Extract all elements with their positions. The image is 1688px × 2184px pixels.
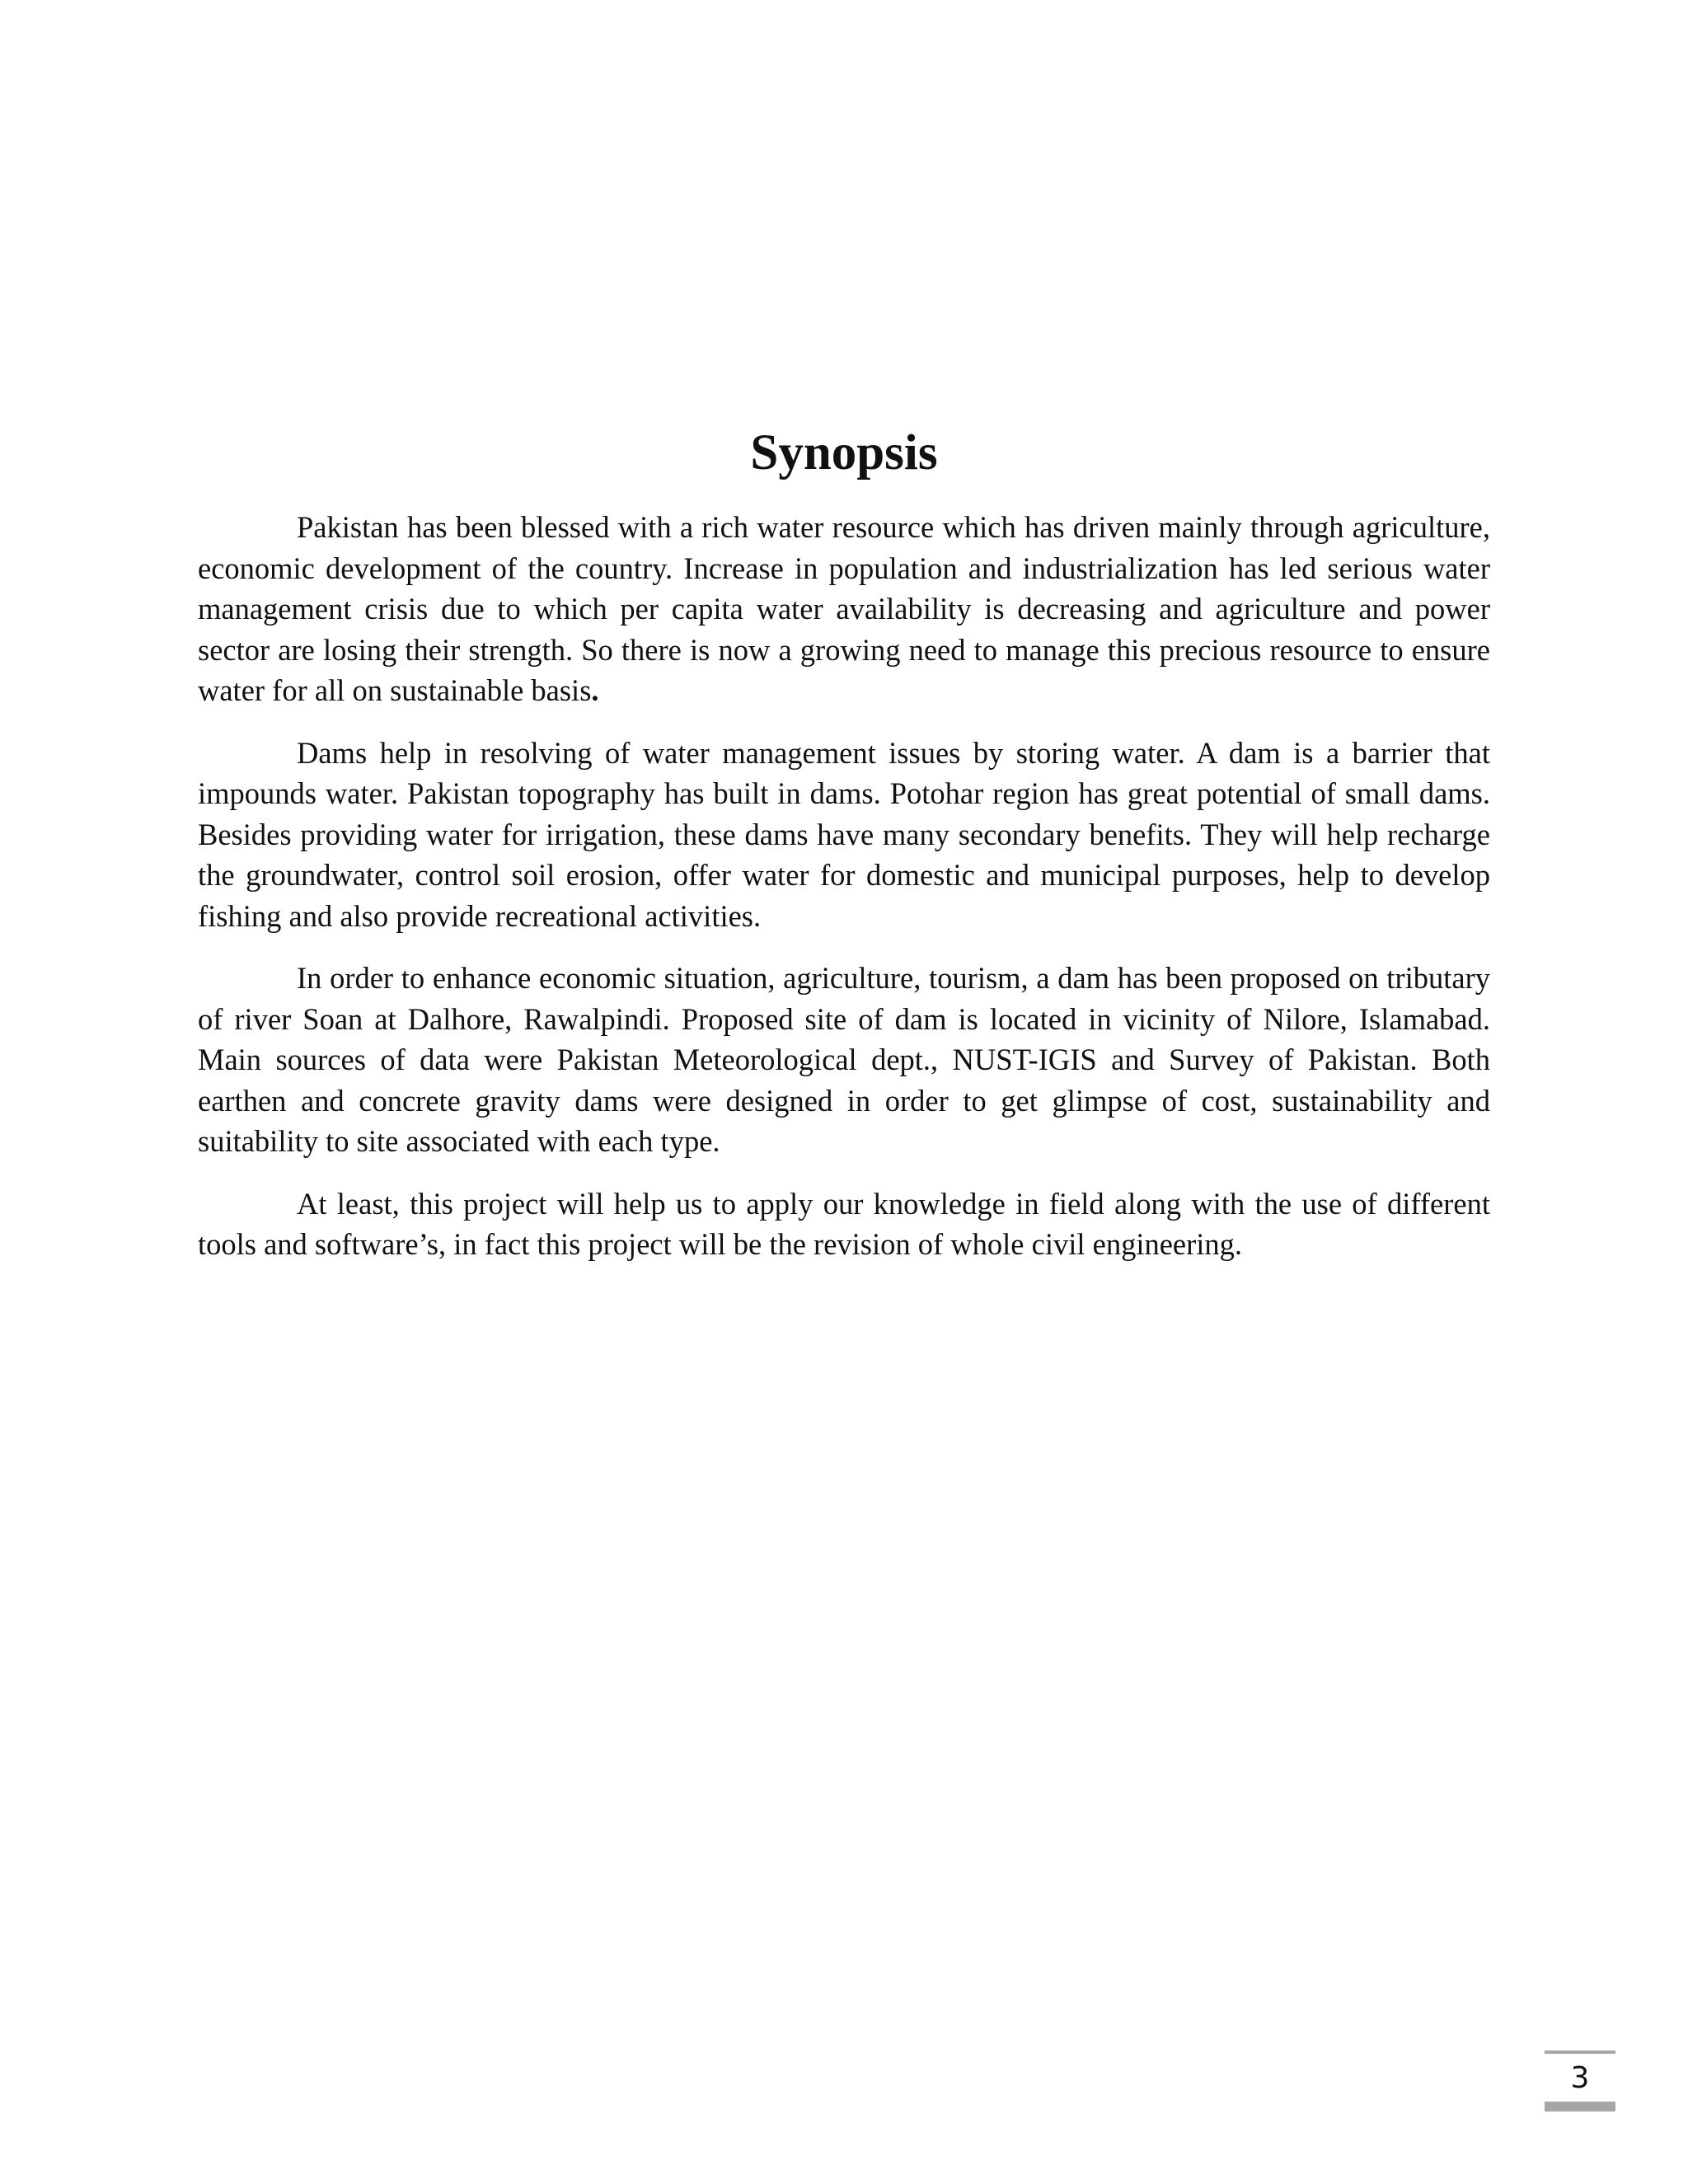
- paragraph-3: In order to enhance economic situation, agriculture, tourism, a dam has been proposed on tributary of river Soan at Dalhore, Rawalpindi. Proposed site of dam is located in vicinity of Nilore, Islamabad. Main sources of data were Pakistan Meteorological dept., NUST-IGIS and Survey of Pakistan. Both earthen and concrete gravity dams were designed in order to get glimpse of cost, sustainability and suitability to site associated with each type.: [198, 961, 1490, 1158]
- paragraph-2: Dams help in resolving of water management issues by storing water. A dam is a barrier that impounds water. Pakistan topography has built in dams. Potohar region has great potential of small dams. Besides providing water for irrigation, these dams have many secondary benefits. They will help recharge the groundwater, control soil erosion, offer water for domestic and municipal purposes, help to develop fishing and also provide recreational activities.: [198, 735, 1490, 933]
- paragraph-1-period: .: [591, 673, 599, 707]
- page-number-top-rule: [1545, 2050, 1615, 2054]
- synopsis-body: [198, 507, 1490, 1286]
- page-number-bottom-rule: [1545, 2102, 1615, 2111]
- paragraph-1: [198, 507, 1490, 711]
- page-title: Synopsis: [750, 425, 938, 480]
- page-number-footer: [1545, 2050, 1615, 2111]
- paragraph-1-text: Pakistan has been blessed with a rich water resource which has driven mainly through agriculture, economic development of the country. Increase in population and industrialization has led serious water management crisis due to which per capita water availability is decreasing and agriculture and power sector are losing their strength. So there is now a growing need to manage this precious resource to ensure water for all on sustainable basis: [198, 510, 1490, 707]
- page-number: 3: [1570, 2061, 1590, 2095]
- paragraph-4: At least, this project will help us to apply our knowledge in field along with the use of different tools and software’s, in fact this project will be the revision of whole civil engineering.: [198, 1186, 1490, 1261]
